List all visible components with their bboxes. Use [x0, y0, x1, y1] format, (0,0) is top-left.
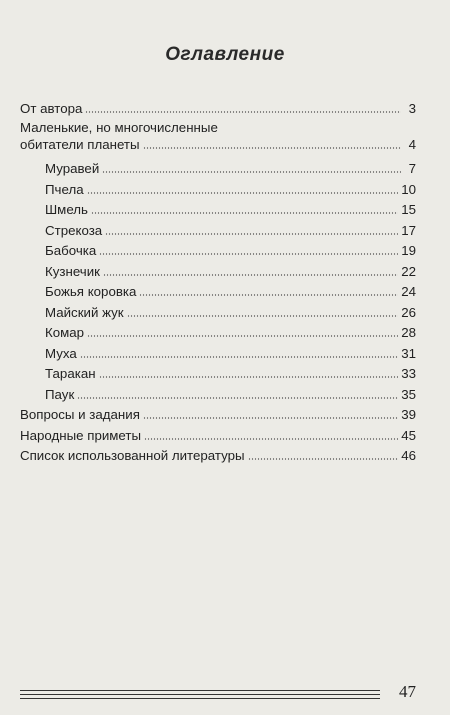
toc-leader-dots	[105, 233, 398, 235]
toc-entry-label: Стрекоза	[45, 222, 103, 238]
toc-leader-dots	[143, 147, 401, 149]
footer-rule	[20, 694, 380, 695]
toc-entry-label: Народные приметы	[20, 427, 142, 443]
toc-entry-label: Бабочка	[45, 243, 97, 258]
toc-leader-dots	[99, 376, 399, 378]
toc-entry-questions	[20, 403, 416, 424]
toc-entry-ant	[20, 157, 416, 178]
toc-entry-label: Муха	[45, 345, 77, 361]
toc-leader-dots	[248, 458, 399, 460]
toc-entry-label: Таракан	[45, 366, 96, 381]
toc-entry-bee	[20, 177, 416, 198]
toc-entry-page: 19	[401, 243, 416, 258]
toc-entry-may-beetle	[20, 300, 416, 321]
toc-entry-label: Кузнечик	[45, 263, 100, 279]
toc-entry-page: 45	[401, 427, 416, 443]
toc-entry-folk-signs	[20, 423, 416, 444]
toc-entry-page: 26	[401, 304, 416, 320]
toc-leader-dots	[87, 192, 399, 194]
toc-entry-dragonfly	[20, 218, 416, 239]
toc-entry-page: 15	[401, 202, 416, 217]
toc-entry-page: 4	[408, 136, 416, 152]
toc-entry-butterfly	[20, 239, 416, 260]
toc-entry-bumblebee	[20, 198, 416, 219]
toc-entry-grasshopper	[20, 259, 416, 280]
toc-entry-page: 24	[401, 284, 416, 299]
toc-leader-dots	[103, 274, 398, 276]
toc-entry-label: Муравей	[45, 161, 100, 176]
toc-entry-from-author	[20, 96, 416, 117]
toc-leader-dots	[80, 356, 398, 358]
toc-leader-dots	[91, 212, 398, 214]
toc-leader-dots	[77, 397, 398, 399]
toc-entry-page: 7	[408, 161, 416, 176]
toc-leader-dots	[87, 335, 398, 337]
toc-entry-page: 33	[401, 366, 416, 381]
toc-leader-dots	[102, 171, 401, 173]
footer-rule	[20, 698, 380, 699]
toc-leader-dots	[99, 253, 398, 255]
toc-entry-label: Вопросы и задания	[20, 407, 140, 422]
footer-rules	[20, 690, 380, 702]
toc-entry-page: 10	[401, 181, 416, 197]
page-title: Оглавление	[165, 44, 285, 65]
toc-leader-dots	[139, 294, 398, 296]
page-number: 47	[399, 682, 416, 701]
toc-entry-small-inhabitants	[20, 119, 416, 157]
toc-leader-dots	[143, 417, 398, 419]
toc-entry-page: 31	[401, 345, 416, 361]
toc-leader-dots	[144, 438, 398, 440]
toc-entry-page: 46	[401, 448, 416, 463]
toc-entry-page: 3	[408, 100, 416, 116]
toc-entry-label-line1: Маленькие, но многочисленные	[20, 119, 218, 135]
toc-leader-dots	[127, 315, 399, 317]
toc-entry-page: 39	[401, 407, 416, 422]
toc-entry-ladybug	[20, 280, 416, 301]
toc-entry-label: Комар	[45, 325, 85, 340]
toc-entry-label-line2: обитатели планеты	[20, 136, 140, 152]
toc-entry-fly	[20, 341, 416, 362]
footer-rule	[20, 690, 380, 691]
toc-entry-cockroach	[20, 362, 416, 383]
toc-leader-dots	[85, 111, 401, 113]
toc-entry-mosquito	[20, 321, 416, 342]
toc-entry-label: От автора	[20, 100, 83, 116]
toc-entry-label: Майский жук	[45, 304, 124, 320]
toc-entry-page: 35	[401, 386, 416, 402]
toc-entry-label: Список использованной литературы	[20, 448, 245, 463]
toc-entry-spider	[20, 382, 416, 403]
toc-entry-label: Пчела	[45, 181, 84, 197]
toc-entry-label: Шмель	[45, 202, 88, 217]
toc-entry-bibliography	[20, 444, 416, 465]
toc-entry-page: 28	[401, 325, 416, 340]
toc-entry-label: Божья коровка	[45, 284, 137, 299]
toc-entry-page: 22	[401, 263, 416, 279]
toc-entry-page: 17	[401, 222, 416, 238]
toc-entry-label: Паук	[45, 386, 75, 402]
table-of-contents	[20, 96, 416, 464]
